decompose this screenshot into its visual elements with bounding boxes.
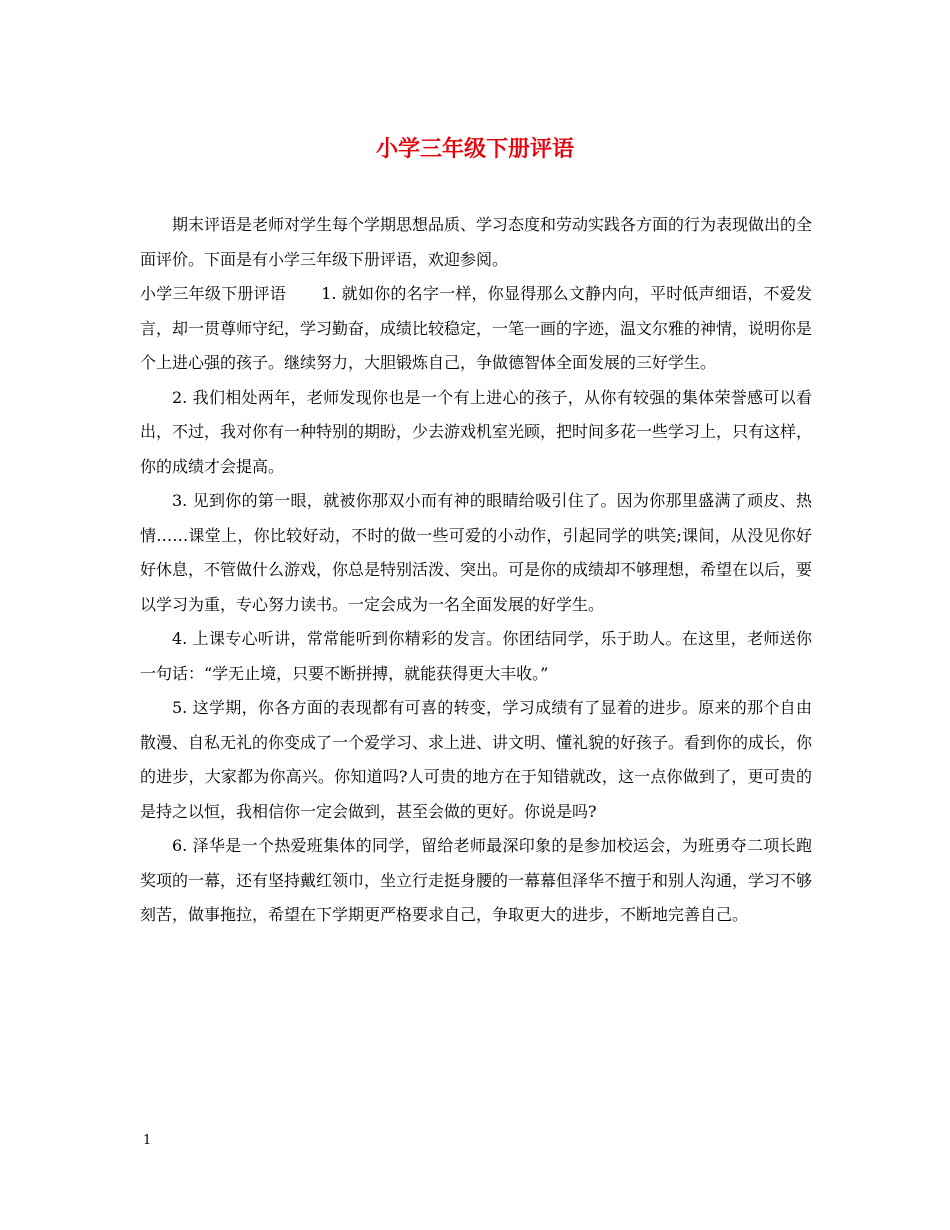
comment-paragraph-4: 4. 上课专心听讲，常常能听到你精彩的发言。你团结同学，乐于助人。在这里，老师送你一句话：“学无止境，只要不断拼搏，就能获得更大丰收。” (140, 629, 812, 683)
page-number: 1 (143, 1133, 152, 1148)
section-heading: 小学三年级下册评语 (140, 284, 286, 303)
comment-paragraph-6: 6. 泽华是一个热爱班集体的同学，留给老师最深印象的是参加校运会，为班勇夺二项长跑奖项的一幕，还有坚持戴红领巾，坐立行走挺身腰的一幕幕但泽华不擅于和别人沟通，学习不够刻苦，做事拖拉，希望在下学期更严格要求自己，争取更大的进步，不断地完善自己。 (140, 836, 813, 924)
comment-paragraph-3: 3. 见到你的第一眼，就被你那双小而有神的眼睛给吸引住了。因为你那里盛满了顽皮、热情……课堂上，你比较好动，不时的做一些可爱的小动作，引起同学的哄笑;课间，从没见你好好休息，不管做什么游戏，你总是特别活泼、突出。可是你的成绩却不够理想，希望在以后，要以学习为重，专心努力读书。一定会成为一名全面发展的好学生。 (140, 491, 813, 614)
document-title: 小学三年级下册评语 (375, 136, 574, 162)
comment-paragraph-2: 2. 我们相处两年，老师发现你也是一个有上进心的孩子，从你有较强的集体荣誉感可以看出，不过，我对你有一种特别的期盼，少去游戏机室光顾，把时间多花一些学习上，只有这样，你的成绩才会提高。 (140, 387, 813, 476)
comment-paragraph-1 (140, 277, 812, 381)
comment-text-1: 1. 就如你的名字一样，你显得那么文静内向，平时低声细语，不爱发言，却一贯尊师守纪，学习勤奋，成绩比较稳定，一笔一画的字迹，温文尔雅的神情，说明你是个上进心强的孩子。继续努力，大胆锻炼自己，争做德智体全面发展的三好学生。 (140, 284, 813, 372)
intro-paragraph: 期末评语是老师对学生每个学期思想品质、学习态度和劳动实践各方面的行为表现做出的全面评价。下面是有小学三年级下册评语，欢迎参阅。 (140, 215, 813, 269)
document-body (140, 208, 812, 933)
comment-paragraph-5: 5. 这学期，你各方面的表现都有可喜的转变，学习成绩有了显着的进步。原来的那个自由散漫、自私无礼的你变成了一个爱学习、求上进、讲文明、懂礼貌的好孩子。看到你的成长，你的进步，大家都为你高兴。你知道吗?人可贵的地方在于知错就改，这一点你做到了，更可贵的是持之以恒，我相信你一定会做到，甚至会做的更好。你说是吗? (140, 698, 813, 821)
